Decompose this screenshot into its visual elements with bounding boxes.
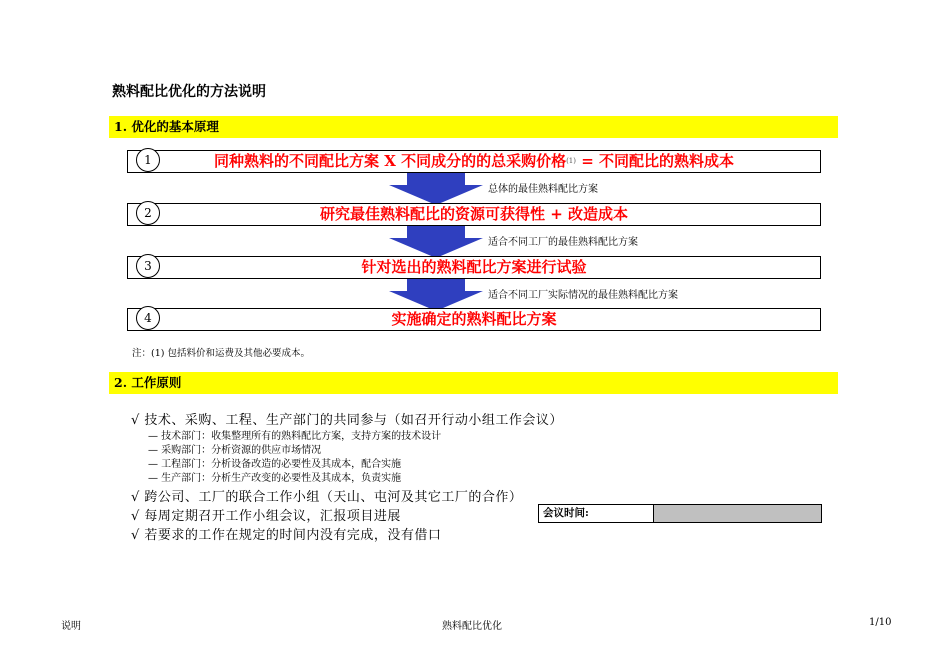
step-2-number: 2 xyxy=(136,201,160,225)
footnote: 注：(1) 包括料价和运费及其他必要成本。 xyxy=(132,348,310,359)
step-3-box xyxy=(127,256,821,279)
principle-item: √ 跨公司、工厂的联合工作小组（天山、屯河及其它工厂的合作） xyxy=(131,490,523,505)
meeting-time-label: 会议时间: xyxy=(539,505,654,522)
step-3-number: 3 xyxy=(136,254,160,278)
footer-center: 熟料配比优化 xyxy=(442,621,502,632)
principle-subitem: — 采购部门：分析资源的供应市场情况 xyxy=(148,445,322,456)
principle-subitem: — 生产部门：分析生产改变的必要性及其成本，负责实施 xyxy=(148,473,402,484)
step-4-text: 实施确定的熟料配比方案 xyxy=(391,310,557,328)
section-1-heading: 1. 优化的基本原理 xyxy=(109,116,838,138)
step-3-text: 针对选出的熟料配比方案进行试验 xyxy=(361,258,587,276)
principle-item: √ 若要求的工作在规定的时间内没有完成，没有借口 xyxy=(131,528,442,543)
step-4-box xyxy=(127,308,821,331)
meeting-time-field xyxy=(538,504,822,523)
step-4-number: 4 xyxy=(136,306,160,330)
step-1-box xyxy=(127,150,821,173)
principle-subitem: — 工程部门：分析设备改造的必要性及其成本，配合实施 xyxy=(148,459,402,470)
step-1-number: 1 xyxy=(136,148,160,172)
arrow-3-label: 适合不同工厂实际情况的最佳熟料配比方案 xyxy=(488,290,678,301)
down-arrow-3-icon xyxy=(389,279,483,311)
meeting-time-value[interactable] xyxy=(654,505,821,522)
down-arrow-2-icon xyxy=(389,226,483,258)
step-1-text: 同种熟料的不同配比方案 X 不同成分的的总采购价格$^{(1)}$ = 不同配比的熟料成本 xyxy=(213,152,735,170)
principle-item: √ 技术、采购、工程、生产部门的共同参与（如召开行动小组工作会议） xyxy=(131,413,563,428)
down-arrow-1-icon xyxy=(389,173,483,205)
step-2-box xyxy=(127,203,821,226)
page-number: 1/10 xyxy=(869,617,892,628)
section-2-heading: 2. 工作原则 xyxy=(109,372,838,394)
page-title: 熟料配比优化的方法说明 xyxy=(112,84,266,100)
footer-left: 说明 xyxy=(61,621,81,632)
arrow-1-label: 总体的最佳熟料配比方案 xyxy=(488,184,598,195)
footnote-marker: (1) xyxy=(566,157,576,165)
principle-subitem: — 技术部门：收集整理所有的熟料配比方案，支持方案的技术设计 xyxy=(148,431,442,442)
arrow-2-label: 适合不同工厂的最佳熟料配比方案 xyxy=(488,237,638,248)
principle-item: √ 每周定期召开工作小组会议，汇报项目进展 xyxy=(131,509,401,524)
step-2-text: 研究最佳熟料配比的资源可获得性 + 改造成本 xyxy=(319,205,628,223)
